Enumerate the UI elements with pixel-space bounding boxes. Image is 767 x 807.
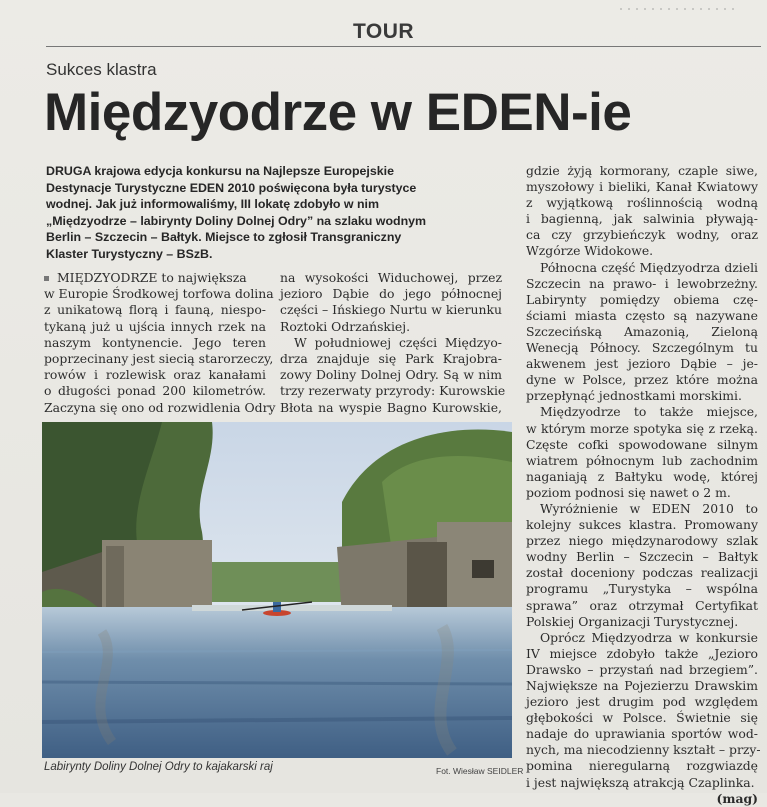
body-line: nadaje do uprawiania sportów wod-: [526, 726, 758, 742]
body-line: na wysokości Widuchowej, przez: [280, 270, 502, 285]
body-line: MIĘDZYODRZE to największa: [44, 270, 266, 286]
body-line: Oprócz Międzyodrza w konkursie: [540, 629, 758, 645]
body-line: programu „Turystyka – wspólna: [526, 581, 758, 597]
lead-paragraph: [46, 163, 501, 263]
bullet-icon: [44, 276, 49, 281]
body-line: głębokości w Polsce. Świetnie się: [526, 710, 758, 726]
body-line: naganiają z Bałtyku wodę, której: [526, 468, 758, 484]
body-line: części – Ińskiego Nurtu w kierunku: [280, 302, 502, 318]
body-line: Wyróżnienie w EDEN 2010 to: [540, 500, 758, 516]
lead-line: wodnej. Jak już informowaliśmy, III lokatę zdobyło w nim: [46, 197, 379, 212]
headline: Międzyodrze w EDEN-ie: [44, 83, 632, 142]
body-line: jezioro Dąbie do jego północnej: [280, 286, 502, 302]
body-line: wiatrem północnym lub zachodnim: [526, 452, 758, 468]
body-line: zowy Doliny Dolnej Odry. Są w nim: [280, 367, 502, 383]
body-line: rowów i rozlewisk oraz kanałami: [44, 367, 266, 383]
body-line: W południowej części Międzyo-: [294, 334, 502, 350]
body-line: kolejny sukces klastra. Promowany: [526, 517, 758, 533]
body-line: z unikatową florą i fauną, niespo-: [44, 302, 266, 318]
lead-line: DRUGA krajowa edycja konkursu na Najlepsze Europejskie: [46, 164, 394, 178]
body-line: przez niego międzynarodowy szlak: [526, 533, 758, 549]
body-line: Wzgórze Widokowe.: [526, 243, 654, 259]
body-line: ca czy grzybieńczyk wodny, oraz: [526, 227, 758, 243]
body-line: Międzyodrze to także miejsce,: [540, 404, 758, 420]
body-line: w Europie Środkowej torfowa dolina: [44, 286, 274, 302]
signature: (mag): [716, 790, 758, 806]
body-line: nych, ma niecodzienny kształt – przy-: [526, 742, 761, 758]
body-line: wodny Berlin – Szczecin – Bałtyk: [526, 549, 758, 565]
section-label: TOUR: [352, 20, 415, 43]
body-line: ściami miasta często są nazywane: [526, 307, 758, 323]
decorative-dots: [617, 6, 737, 12]
body-line: Szczecińską Amazonią, Zieloną: [526, 323, 758, 339]
body-line: Zaczyna się ono od rozwidlenia Odry: [44, 399, 276, 415]
body-line: Największe na Pojezierzu Drawskim: [526, 678, 758, 693]
article-photo: [42, 422, 512, 758]
body-line: poprzecinany jest siecią starorzeczy,: [44, 351, 274, 367]
column-right: [526, 163, 761, 807]
body-line: akwenem jest jezioro Dąbie – je-: [526, 356, 758, 372]
header-divider: [46, 46, 761, 47]
body-line: Częste cofki spowodowane silnym: [526, 436, 758, 452]
body-line: dyne w Polsce, przez które można: [526, 372, 758, 388]
body-line: i bagienną, jak salwinia pływają-: [526, 211, 758, 227]
body-line: Roztoki Odrzańskiej.: [280, 318, 411, 334]
body-line: Północna część Międzyodrza dzieli: [540, 259, 758, 275]
body-line: trzy rezerwaty przyrody: Kurowskie: [280, 383, 506, 399]
column-left: [44, 270, 276, 416]
body-line: jezioro jest drugim pod względem: [526, 694, 758, 710]
body-line: sprawa” oraz otrzymał Certyfikat: [526, 597, 758, 613]
body-line: IV miejsce zdobyło także „Jezioro: [526, 645, 758, 661]
body-line: przepłynąć jednostkami morskimi.: [526, 388, 742, 404]
body-line: Wenecją Północy. Szczególnym tu: [526, 340, 758, 356]
photo-credit: Fot. Wiesław SEIDLER: [436, 766, 524, 776]
body-line: myszołowy i bieliki, Kanał Kwiatowy: [526, 179, 758, 195]
body-line: naszym kontynencie. Jego teren: [44, 334, 266, 350]
body-line: Błota na wyspie Bagno Kurowskie,: [280, 399, 502, 415]
body-line: Polskiej Organizacji Turystycznej.: [526, 613, 739, 629]
lead-line: Destynacje Turystyczne EDEN 2010 poświęcona była turystyce: [46, 180, 417, 195]
body-line: pomina nieregularną rozgwiazdę: [526, 758, 758, 774]
body-line: z wyjątkową roślinnością wodną: [526, 195, 758, 211]
body-line: drza znajduje się Park Krajobra-: [280, 351, 502, 367]
body-line: został doceniony podczas realizacji: [526, 565, 758, 581]
body-line: o długości ponad 200 kilometrów.: [44, 383, 266, 399]
body-line: tykaną już u ujścia innych rzek na: [44, 318, 266, 334]
body-line: poziom podnosi się nawet o 2 m.: [526, 484, 731, 500]
photo-caption: Labirynty Doliny Dolnej Odry to kajakarski raj: [44, 761, 273, 773]
body-line: i jest największą atrakcją Czaplinka.: [526, 774, 755, 790]
lead-line: Klaster Turystyczny – BSzB.: [46, 246, 213, 261]
body-line: Labirynty pomiędzy obiema czę-: [526, 291, 758, 307]
body-line: w którym morze spotyka się z rzeką.: [526, 420, 758, 436]
body-line: Drawsko – przystań nad brzegiem”.: [526, 661, 758, 677]
body-line: gdzie żyją kormorany, czaple siwe,: [526, 163, 758, 178]
lead-line: Berlin – Szczecin – Bałtyk. Miejsce to zgłosił Transgraniczny: [46, 230, 402, 245]
lead-line: „Międzyodrze – labirynty Doliny Dolnej Odry” na szlaku wodnym: [46, 213, 427, 228]
body-line: Szczecin na prawo- i lewobrzeżny.: [526, 275, 758, 291]
column-middle: [280, 270, 506, 416]
kicker: Sukces klastra: [46, 60, 157, 79]
